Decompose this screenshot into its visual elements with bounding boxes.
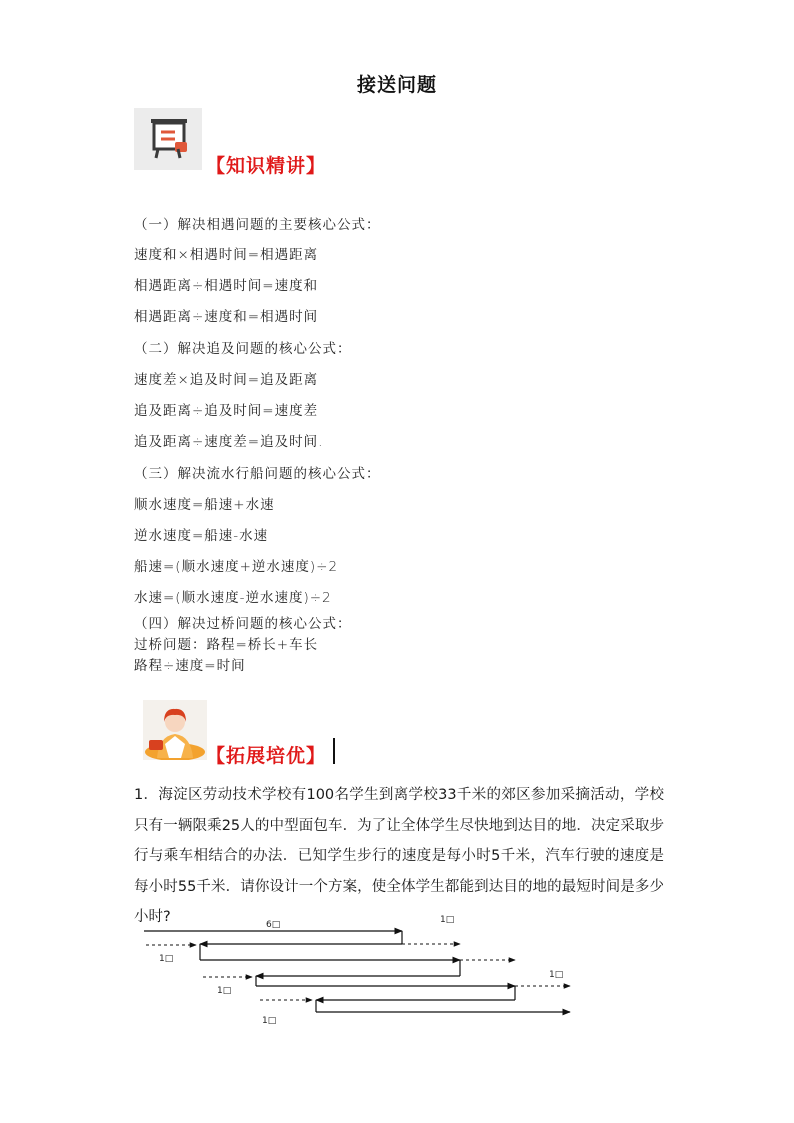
formula-line: 速度和×相遇时间=相遇距离 [134,247,319,263]
formula-line: （三）解决流水行船问题的核心公式： [134,466,381,482]
formula-line: 追及距离÷追及时间=速度差 [134,403,319,419]
distance-label: 1□ [217,986,232,996]
distance-label: 1□ [262,1016,277,1026]
section-heading-knowledge: 【知识精讲】 [206,155,327,177]
formula-line: 追及距离÷速度差=追及时间. [134,434,324,450]
formula-line: 速度差×追及时间=追及距离 [134,372,319,388]
distance-label: 1□ [440,915,455,925]
formula-line: 顺水速度=船速+水速 [134,497,275,513]
formula-line: （四）解决过桥问题的核心公式： [134,616,352,632]
section-heading-extension: 【拓展培优】 [206,745,327,767]
formula-line: （二）解决追及问题的核心公式： [134,341,352,357]
formula-line: 过桥问题：路程=桥长+车长 [134,637,319,653]
formula-line: 水速=(顺水速度-逆水速度)÷2 [134,590,332,606]
problem-text: 1．海淀区劳动技术学校有100名学生到离学校33千米的郊区参加采摘活动，学校只有一辆限乘25人的中型面包车．为了让全体学生尽快地到达目的地．决定采取步行与乘车相结合的办法．已知学生步行的速度是每小时5千米，汽车行驶的速度是每小时55千米．请你设计一个方案，使全体学生都能到达目的地的最短时间是多少小时? [134,787,664,925]
formula-line: 船速=(顺水速度+逆水速度)÷2 [134,559,339,575]
formula-line: 相遇距离÷速度和=相遇时间 [134,309,319,325]
formula-line: 路程÷速度=时间 [134,658,246,674]
distance-label: 6□ [266,920,281,930]
page-title: 接送问题 [356,74,437,96]
formula-line: （一）解决相遇问题的主要核心公式： [134,217,381,233]
formula-line: 逆水速度=船速-水速 [134,528,269,544]
distance-label: 1□ [159,954,174,964]
formula-line: 相遇距离÷相遇时间=速度和 [134,278,319,294]
distance-label: 1□ [549,970,564,980]
